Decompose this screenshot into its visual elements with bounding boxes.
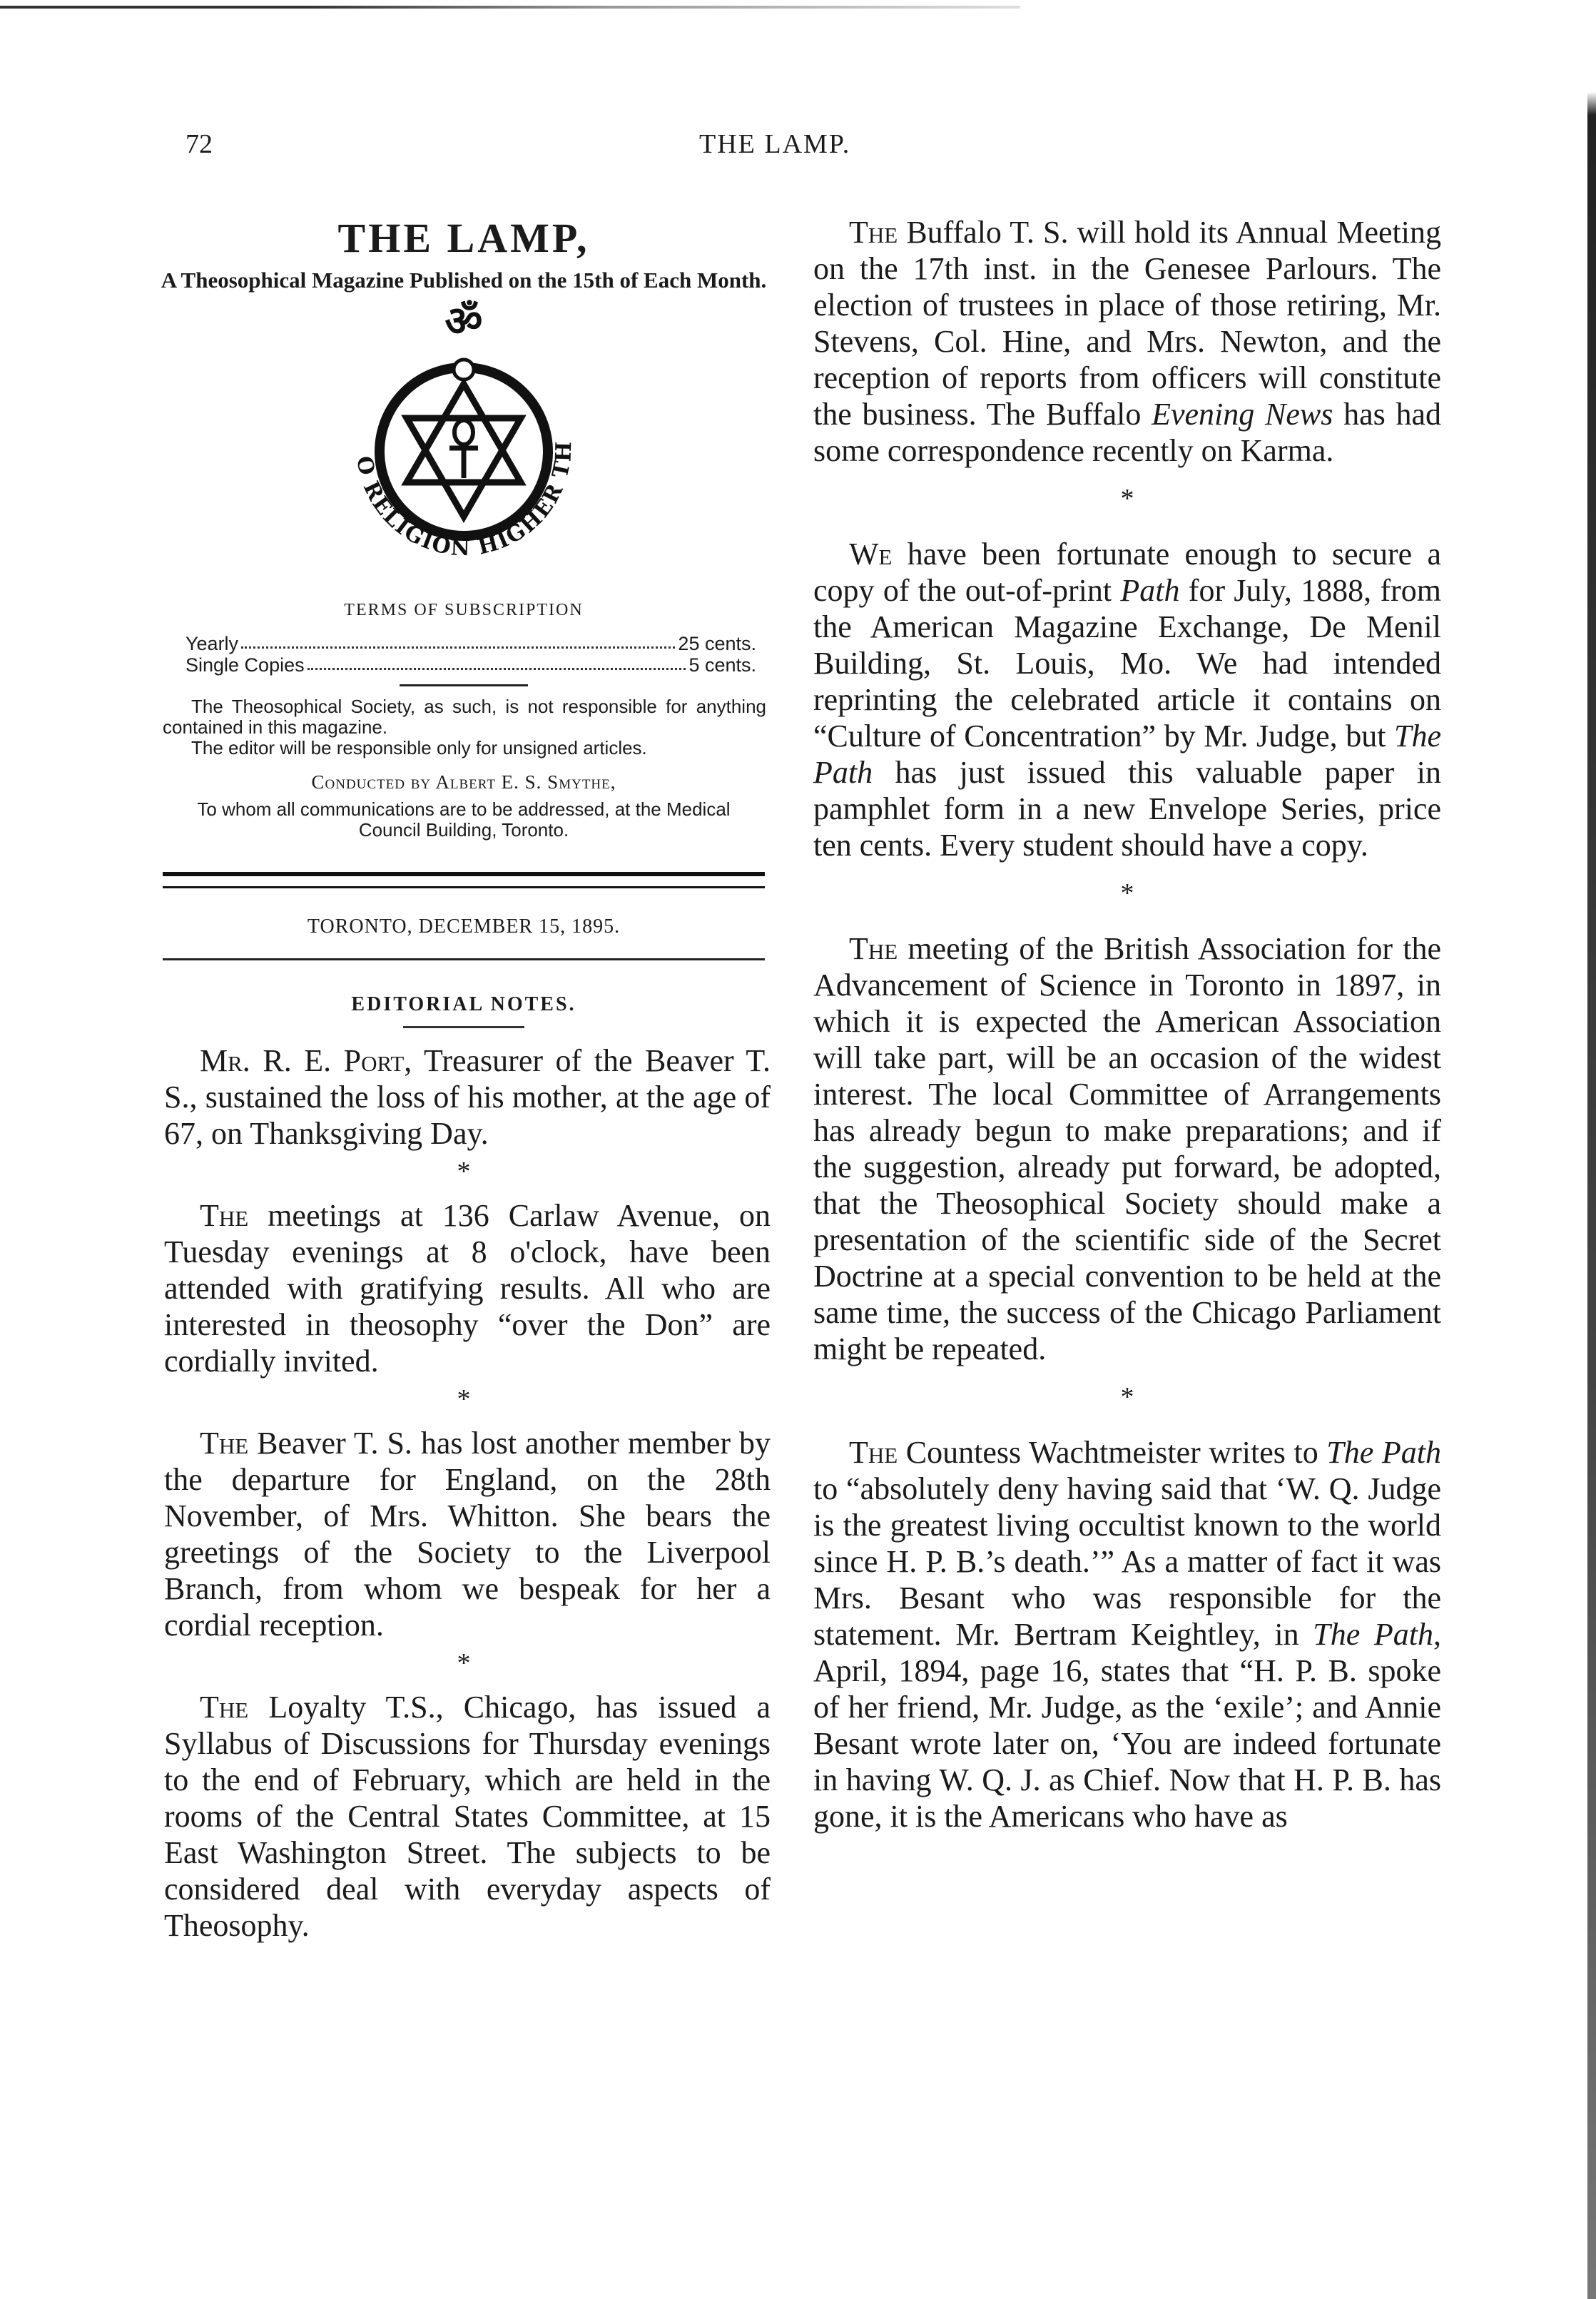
price-value: 25 cents. (678, 633, 756, 654)
price-label: Single Copies (185, 654, 305, 676)
theosophical-seal (143, 298, 785, 598)
separator-star: * (1120, 484, 1134, 514)
separator-star: * (457, 1384, 471, 1414)
notice-editor: The editor will be responsible only for unsigned articles. (191, 737, 647, 758)
address: To whom all communications are to be addressed, at the Medical Council Building, Toronto. (197, 798, 731, 841)
note-carlaw: The meetings at 136 Carlaw Avenue, on Tuesday evenings at 8 o'clock, have been attended with gratifying results. All who are interested in theosophy “over the Don” are cordially invited. (164, 1198, 771, 1379)
svg-text:THERE IS NO RELIGION HIGHER TH: O RELIGION HIGHER TH (351, 440, 577, 562)
note-buffalo: The Buffalo T. S. will hold its Annual Meeting on the 17th inst. in the Genesee Parlours. The election of trustees in place of those retiring, Mr. Stevens, Col. Hine, and Mrs. Newton, and the reception of reports from officers will constitute the business. The Buffalo Evening News has had some correspondence recently on Karma. (813, 215, 1441, 468)
price-row-yearly (185, 633, 756, 654)
dot-leader (241, 633, 675, 649)
page-number: 72 (185, 129, 213, 159)
separator-star: * (1120, 878, 1134, 908)
page-header (0, 128, 1596, 171)
note-countess: The Countess Wachtmeister writes to The Path to “absolutely deny having said that ‘W. Q. Judge is the greatest living occultist known to the world since H. P. B.’s death.’” As a matter of fact it was Mrs. Besant who was responsible for the statement. Mr. Bertram Keightley, in The Path, April, 1894, page 16, states that “H. P. B. spoke of her friend, Mr. Judge, as the ‘exile’; and Annie Besant wrote later on, ‘You are indeed fortunate in having W. Q. J. as Chief. Now that H. P. B. has gone, it is the Americans who have as (813, 1435, 1441, 1834)
double-rule (163, 872, 765, 888)
price-value: 5 cents. (688, 654, 756, 676)
note-whitton: The Beaver T. S. has lost another member by the departure for England, on the 28th November, of Mrs. Whitton. She bears the greetings of the Society to the Liverpool Branch, from whom we bespeak for her a cordial reception. (164, 1426, 771, 1643)
seal-emblem-icon (314, 298, 614, 598)
terms-heading: TERMS OF SUBSCRIPTION (344, 601, 584, 619)
note-port: Mr. R. E. Port, Treasurer of the Beaver T. S., sustained the loss of his mother, at the age of 67, on Thanksgiving Day. (164, 1043, 771, 1151)
section-heading: EDITORIAL NOTES. (351, 993, 576, 1015)
notice-responsibility: The Theosophical Society, as such, is not responsible for anything contained in this magazine. (163, 696, 766, 738)
left-column (143, 214, 785, 1944)
running-title: THE LAMP. (699, 129, 851, 159)
price-row-single (185, 654, 756, 676)
divider (403, 1026, 524, 1028)
scan-edge-right (1587, 0, 1596, 2299)
note-loyalty: The Loyalty T.S., Chicago, has issued a Syllabus of Discussions for Thursday evenings to the end of February, which are held in the rooms of the Central States Committee, at 15 East Washington Street. The subjects to be considered deal with everyday aspects of Theosophy. (164, 1690, 771, 1943)
dot-leader (307, 654, 686, 670)
divider (400, 684, 528, 686)
note-british-association: The meeting of the British Association for the Advancement of Science in Toronto in 1897, in which it is expected the American Association will take part, will be an occasion of the widest interest. The local Committee of Arrangements has already begun to make preparations; and if the suggestion, already put forward, be adopted, that the Theosophical Society should make a presentation of the scientific side of the Secret Doctrine at a special convention to be held at the same time, the success of the Chicago Parliament might be repeated. (813, 931, 1441, 1366)
separator-star: * (457, 1157, 471, 1187)
scan-edge-top (0, 6, 1020, 9)
dateline: TORONTO, DECEMBER 15, 1895. (307, 915, 621, 938)
note-path: We have been fortunate enough to secure a copy of the out-of-print Path for July, 1888, from the American Magazine Exchange, De Menil Building, St. Louis, Mo. We had intended reprinting the celebrated article it contains on “Culture of Concentration” by Mr. Judge, but The Path has just issued this valuable paper in pamphlet form in a new Envelope Series, price ten cents. Every student should have a copy. (813, 537, 1441, 863)
price-label: Yearly (185, 633, 239, 654)
divider (163, 958, 765, 960)
masthead-title: THE LAMP, (337, 215, 590, 261)
separator-star: * (1120, 1382, 1134, 1412)
right-column (813, 214, 1441, 1834)
svg-text:ॐ: ॐ (444, 298, 483, 345)
conducted-by: Conducted by Albert E. S. Smythe, (311, 771, 616, 793)
separator-star: * (457, 1648, 471, 1678)
masthead-subtitle: A Theosophical Magazine Published on the 15th of Each Month. (161, 268, 767, 293)
